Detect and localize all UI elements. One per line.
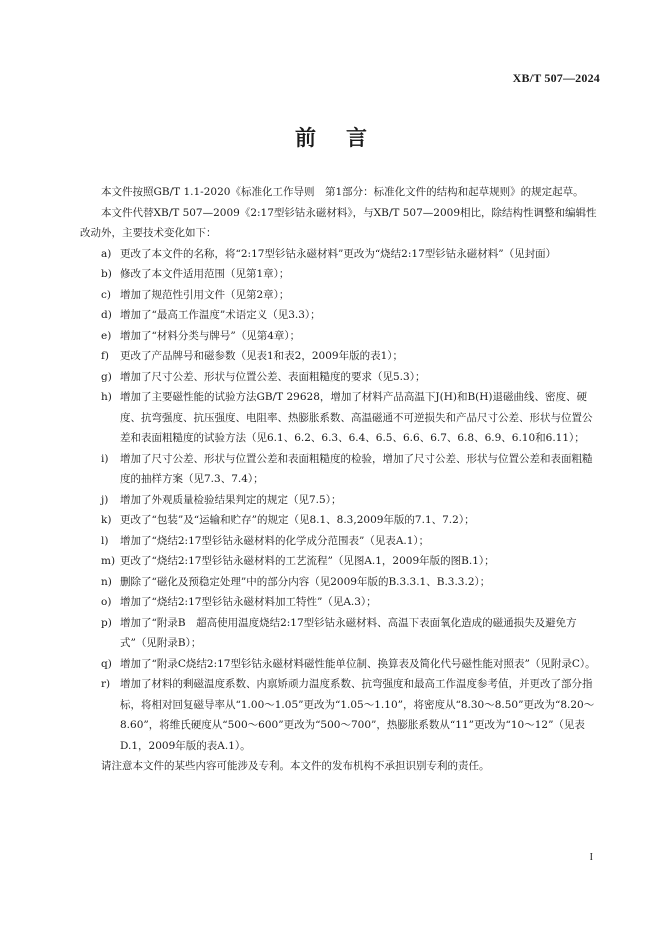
list-item bbox=[80, 305, 600, 326]
list-marker: r) bbox=[101, 678, 111, 690]
list-item-text: 增加了“附录B 超高使用温度烧结2:17型钐钴永磁材料、高温下表面氧化造成的磁通损失及避免方式”（见附录B）； bbox=[120, 616, 577, 649]
list-item bbox=[80, 654, 600, 675]
list-item bbox=[80, 592, 600, 613]
list-item bbox=[80, 449, 600, 490]
list-item bbox=[80, 490, 600, 511]
list-item-text: 删除了“磁化及预稳定处理”中的部分内容（见2009年版的B.3.3.1、B.3.3.2）； bbox=[120, 575, 491, 588]
list-item bbox=[80, 264, 600, 285]
list-marker: q) bbox=[101, 657, 112, 670]
page-number: I bbox=[589, 852, 593, 863]
list-marker: m) bbox=[101, 555, 116, 567]
list-item bbox=[80, 674, 600, 756]
list-marker: n) bbox=[101, 575, 112, 588]
list-item bbox=[80, 367, 600, 388]
list-marker: e) bbox=[101, 329, 112, 342]
list-marker: i) bbox=[101, 452, 109, 465]
list-item-text: 增加了尺寸公差、形状与位置公差和表面粗糙度的检验，增加了尺寸公差、形状与位置公差和表面粗糙度的抽样方案（见7.3、7.4）； bbox=[120, 452, 593, 485]
list-item bbox=[80, 244, 600, 265]
list-item-text: 增加了“材料分类与牌号”（见第4章）； bbox=[120, 329, 301, 342]
list-item bbox=[80, 510, 600, 531]
list-item bbox=[80, 387, 600, 449]
list-item-text: 增加了“烧结2:17型钐钴永磁材料的化学成分范围表”（见表A.1）； bbox=[120, 534, 430, 547]
list-item-text: 更改了产品牌号和磁参数（见表1和表2，2009年版的表1）； bbox=[120, 350, 404, 362]
list-item-text: 增加了尺寸公差、形状与位置公差、表面粗糙度的要求（见5.3）； bbox=[120, 370, 426, 383]
list-item-text: 增加了材料的剩磁温度系数、内禀矫顽力温度系数、抗弯强度和最高工作温度参考值，并更改了部分指标，将相对回复磁导率从“1.00～1.05”更改为“1.05～1.10”，将密度从“8.30～8.50”更改为“8.20～8.60”，将维氏硬度从“500～600”更改为“500～700”，热膨胀系数从“11”更改为“10～12”（见表D.1，2009年版的表A.1）。 bbox=[120, 678, 595, 752]
list-item-text: 修改了本文件适用范围（见第1章）； bbox=[120, 268, 290, 280]
list-item-text: 增加了规范性引用文件（见第2章）； bbox=[120, 288, 290, 301]
list-item-text: 更改了“烧结2:17型钐钴永磁材料的工艺流程”（见图A.1，2009年版的图B.1）； bbox=[120, 555, 495, 567]
list-marker: p) bbox=[101, 616, 112, 629]
list-item-text: 更改了本文件的名称，将“2:17型钐钴永磁材料”更改为“烧结2:17型钐钴永磁材料”（见封面） bbox=[120, 247, 557, 260]
list-marker: c) bbox=[101, 288, 111, 301]
list-marker: j) bbox=[101, 493, 109, 506]
intro-paragraph: 本文件按照GB/T 1.1-2020《标准化工作导则 第1部分：标准化文件的结构和起草规则》的规定起草。 bbox=[101, 186, 584, 198]
patent-notice: 请注意本文件的某些内容可能涉及专利。本文件的发布机构不承担识别专利的责任。 bbox=[101, 760, 490, 772]
list-item bbox=[80, 551, 600, 572]
list-marker: l) bbox=[101, 534, 109, 547]
changes-list bbox=[80, 244, 600, 757]
list-marker: a) bbox=[101, 247, 112, 260]
list-item bbox=[80, 531, 600, 552]
list-marker: h) bbox=[101, 391, 112, 403]
list-item bbox=[80, 613, 600, 654]
list-marker: k) bbox=[101, 514, 112, 526]
document-number: XB/T 507—2024 bbox=[512, 71, 600, 85]
list-marker: b) bbox=[101, 268, 112, 280]
list-item bbox=[80, 346, 600, 367]
list-item-text: 增加了“烧结2:17型钐钴永磁材料加工特性”（见A.3）； bbox=[120, 596, 377, 608]
list-item-text: 增加了主要磁性能的试验方法GB/T 29628，增加了材料产品高温下J(H)和B(H)退磁曲线、密度、硬度、抗弯强度、抗压强度、电阻率、热膨胀系数、高温磁通不可逆损失和产品尺寸公差、形状与位置公差和表面粗糙度的试验方法（见6.1、6.2、6.3、6.4、6.5、6.6、6.7、6.8、6.9、6.10和6.11）； bbox=[120, 391, 593, 444]
document-body bbox=[80, 182, 600, 777]
list-marker: o) bbox=[101, 596, 112, 608]
list-item bbox=[80, 572, 600, 593]
list-item-text: 更改了“包装”及“运输和贮存”的规定（见8.1、8.3,2009年版的7.1、7.2）； bbox=[120, 514, 475, 526]
list-item-text: 增加了“最高工作温度”术语定义（见3.3）； bbox=[120, 309, 321, 321]
list-marker: g) bbox=[101, 370, 112, 383]
page-title: 前言 bbox=[295, 125, 397, 150]
list-item-text: 增加了外观质量检验结果判定的规定（见7.5）； bbox=[120, 493, 342, 506]
list-marker: f) bbox=[101, 350, 109, 362]
intro-paragraph: 本文件代替XB/T 507—2009《2:17型钐钴永磁材料》，与XB/T 507—2009相比，除结构性调整和编辑性改动外，主要技术变化如下： bbox=[80, 206, 597, 239]
list-marker: d) bbox=[101, 309, 112, 321]
list-item bbox=[80, 326, 600, 347]
list-item-text: 增加了“附录C烧结2:17型钐钴永磁材料磁性能单位制、换算表及简化代号磁性能对照表”（见附录C）。 bbox=[120, 657, 596, 670]
list-item bbox=[80, 285, 600, 306]
